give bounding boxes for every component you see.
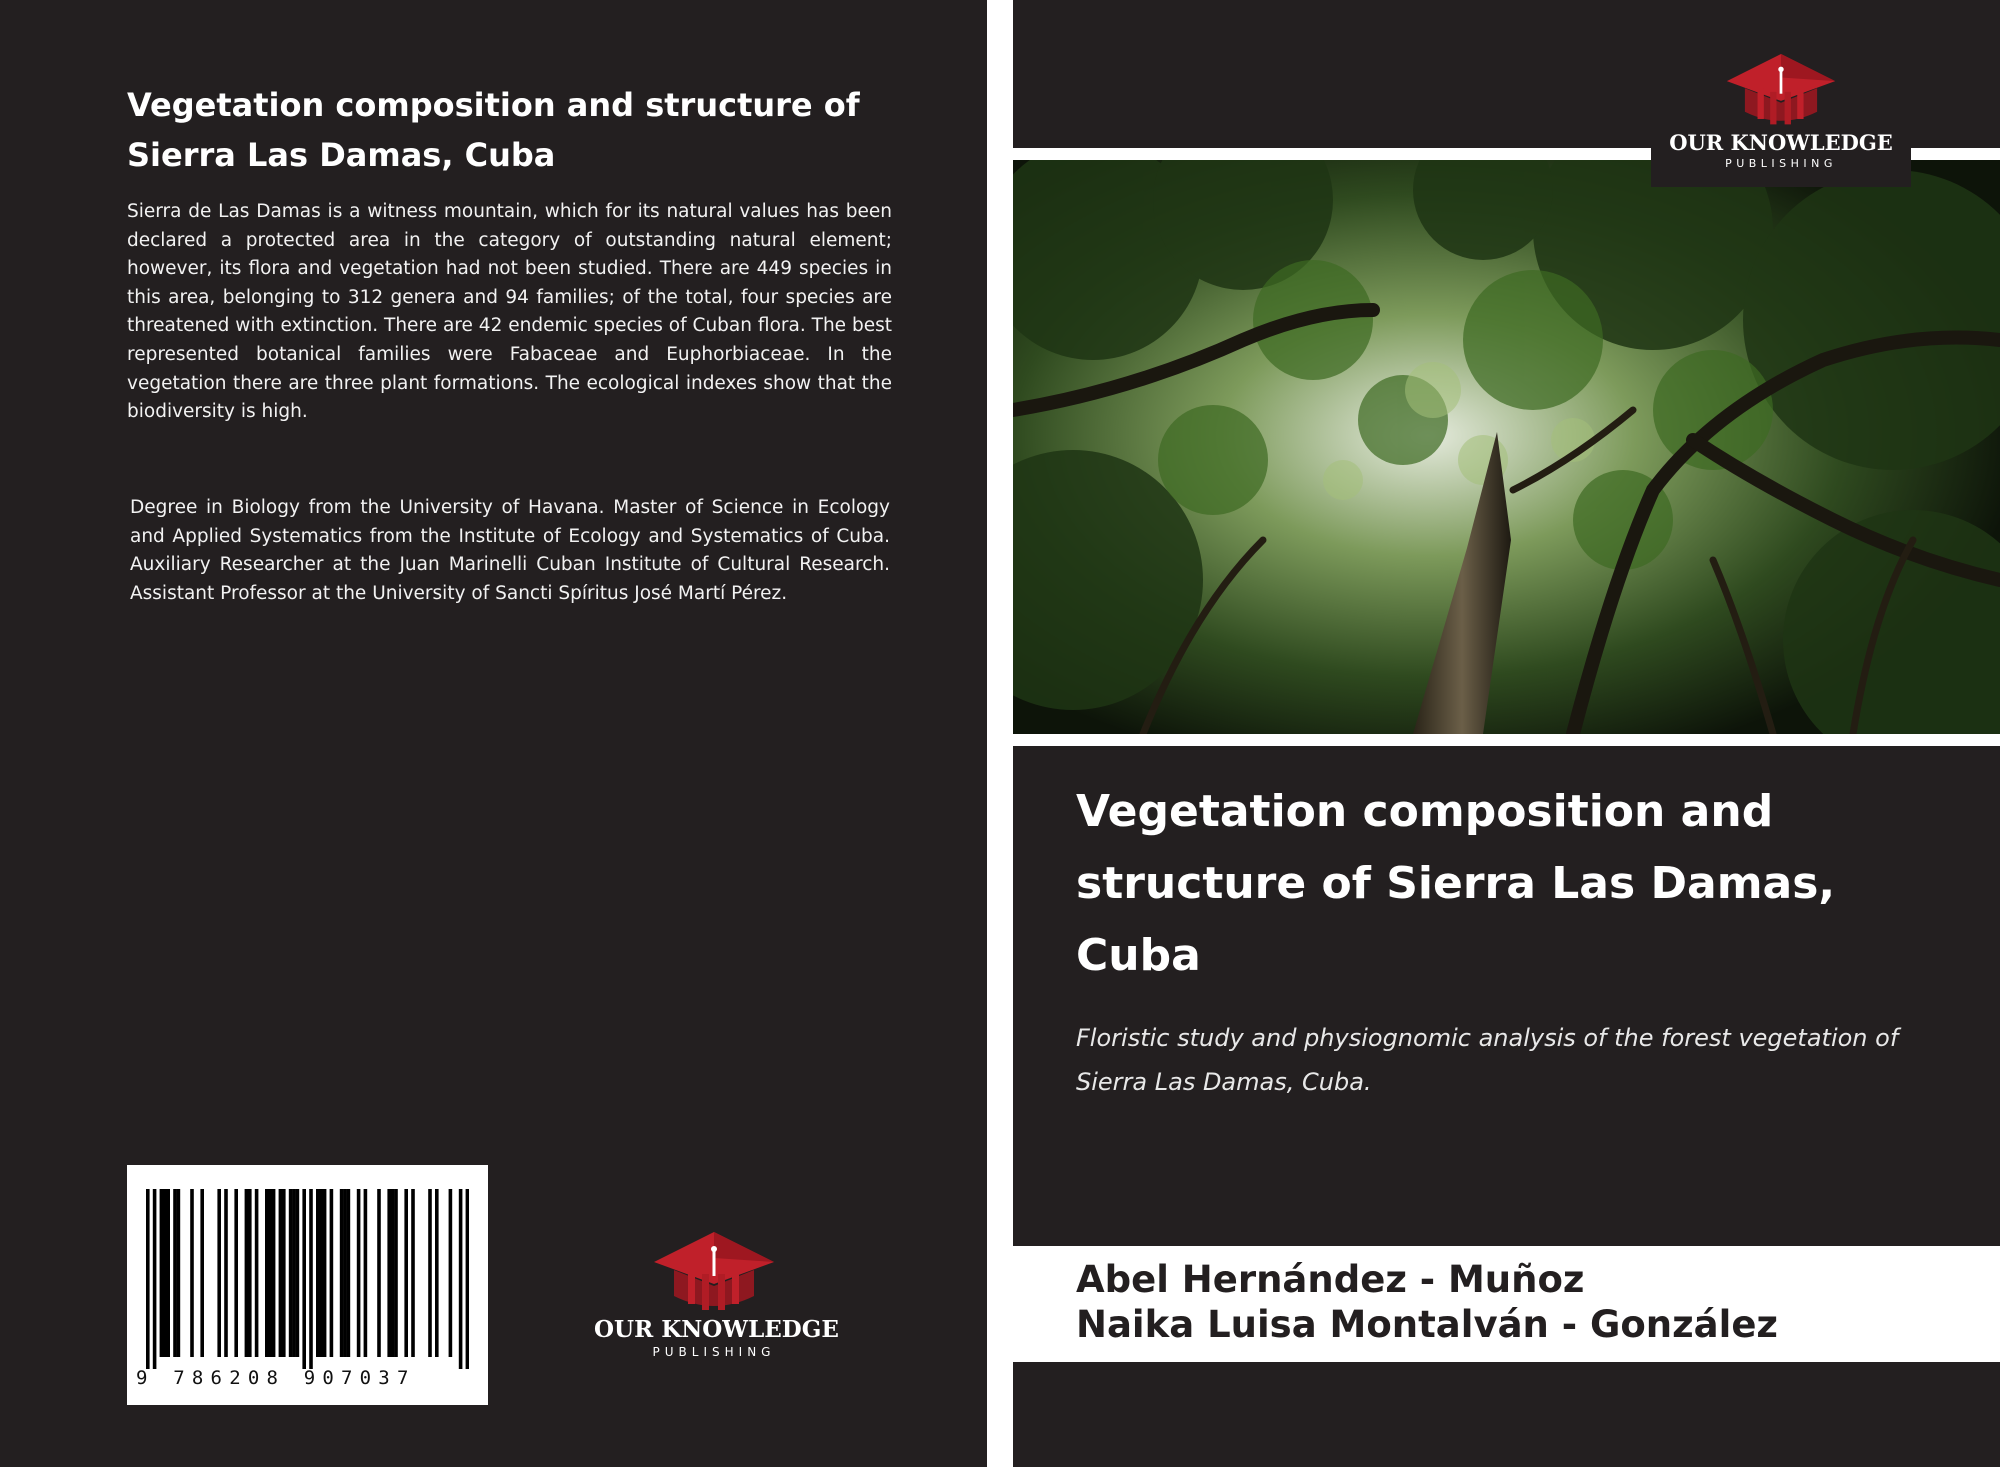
barcode-bar	[173, 1189, 177, 1357]
barcode-bar	[435, 1189, 439, 1357]
publisher-name: OUR KNOWLEDGE	[1669, 130, 1893, 155]
barcode-bar	[309, 1189, 313, 1369]
author-bio-text: Degree in Biology from the University of Havana. Master of Science in Ecology and Applied Systematics from the Institute of Ecology and Systematics of Cuba. Auxiliary Researcher at the Juan Marinelli Cuban Institute of Cultural Research. Assistant Professor at the University of Sancti Spíritus José Martí Pérez.	[130, 497, 890, 604]
barcode-bar	[255, 1189, 259, 1357]
publisher-tagline: PUBLISHING	[1725, 157, 1837, 170]
barcode-bar	[166, 1189, 170, 1357]
publisher-tagline: PUBLISHING	[652, 1345, 776, 1359]
barcode-bar	[265, 1189, 269, 1357]
barcode-bar	[316, 1189, 320, 1357]
barcode-bar	[248, 1189, 252, 1357]
barcode-bar	[357, 1189, 361, 1357]
barcode-bar	[404, 1189, 408, 1357]
barcode-bar	[428, 1189, 432, 1357]
barcode-bar	[289, 1189, 293, 1357]
publisher-logo-back	[594, 1232, 839, 1359]
barcode-bar	[411, 1189, 415, 1357]
barcode-bar	[319, 1189, 323, 1357]
publisher-name: OUR KNOWLEDGE	[594, 1316, 839, 1343]
barcode-bar	[340, 1189, 344, 1357]
barcode-bar	[146, 1189, 150, 1369]
barcode-bar	[343, 1189, 347, 1357]
isbn-barcode	[127, 1165, 488, 1405]
author-name: Naika Luisa Montalván - González	[1076, 1303, 1778, 1346]
barcode-bar	[330, 1189, 334, 1357]
barcode-bar	[177, 1189, 181, 1357]
barcode-bar	[302, 1189, 306, 1369]
barcode-bar	[394, 1189, 398, 1357]
front-cover-subtitle: Floristic study and physiognomic analysis of the forest vegetation of Sierra Las Damas, Cuba.	[1076, 1024, 1899, 1096]
barcode-bar	[296, 1189, 300, 1357]
barcode-bar	[323, 1189, 327, 1357]
barcode-bar	[466, 1189, 469, 1369]
barcode-bar	[377, 1189, 381, 1357]
barcode-bar	[391, 1189, 395, 1357]
barcode-bar	[163, 1189, 167, 1357]
barcode-bar	[153, 1189, 157, 1369]
barcode-bar	[364, 1189, 368, 1357]
back-cover-title: Vegetation composition and structure of Sierra Las Damas, Cuba	[127, 86, 860, 174]
barcode-bar	[224, 1189, 228, 1357]
barcode-bar	[459, 1189, 463, 1369]
barcode-bars	[146, 1189, 469, 1369]
barcode-bar	[292, 1189, 296, 1357]
abstract-text: Sierra de Las Damas is a witness mountain, which for its natural values has been declared a protected area in the category of outstanding natural element; however, its flora and vegetation had not been studied. There are 449 species in this area, belonging to 312 genera and 94 families; of the total, four species are threatened with extinction. There are 42 endemic species of Cuban flora. The best represented botanical families were Fabaceae and Euphorbiaceae. In the vegetation there are three plant formations. The ecological indexes show that the biodiversity is high.	[127, 201, 892, 423]
front-cover-bottom-band	[1013, 1362, 2000, 1467]
barcode-bar	[387, 1189, 391, 1357]
barcode-bar	[347, 1189, 351, 1357]
barcode-bar	[200, 1189, 204, 1357]
forest-canopy-illustration	[1013, 160, 2000, 734]
barcode-bar	[217, 1189, 221, 1357]
barcode-bar	[160, 1189, 164, 1357]
barcode-bar	[272, 1189, 276, 1357]
mortarboard-icon	[654, 1232, 774, 1314]
publisher-logo-front	[1651, 54, 1911, 170]
mortarboard-icon	[1726, 54, 1836, 128]
barcode-bar	[190, 1189, 194, 1357]
barcode-bar	[245, 1189, 249, 1357]
barcode-bar	[234, 1189, 238, 1357]
barcode-bar	[282, 1189, 286, 1357]
forest-canopy-photo	[1013, 160, 2000, 734]
barcode-bar	[449, 1189, 453, 1357]
author-name: Abel Hernández - Muñoz	[1076, 1258, 1585, 1301]
front-cover-title: Vegetation composition and structure of Sierra Las Damas, Cuba	[1076, 786, 1836, 981]
isbn-number: 9 786208 907037	[136, 1367, 416, 1389]
back-cover	[0, 0, 987, 1467]
barcode-bar	[279, 1189, 283, 1357]
barcode-bar	[268, 1189, 272, 1357]
